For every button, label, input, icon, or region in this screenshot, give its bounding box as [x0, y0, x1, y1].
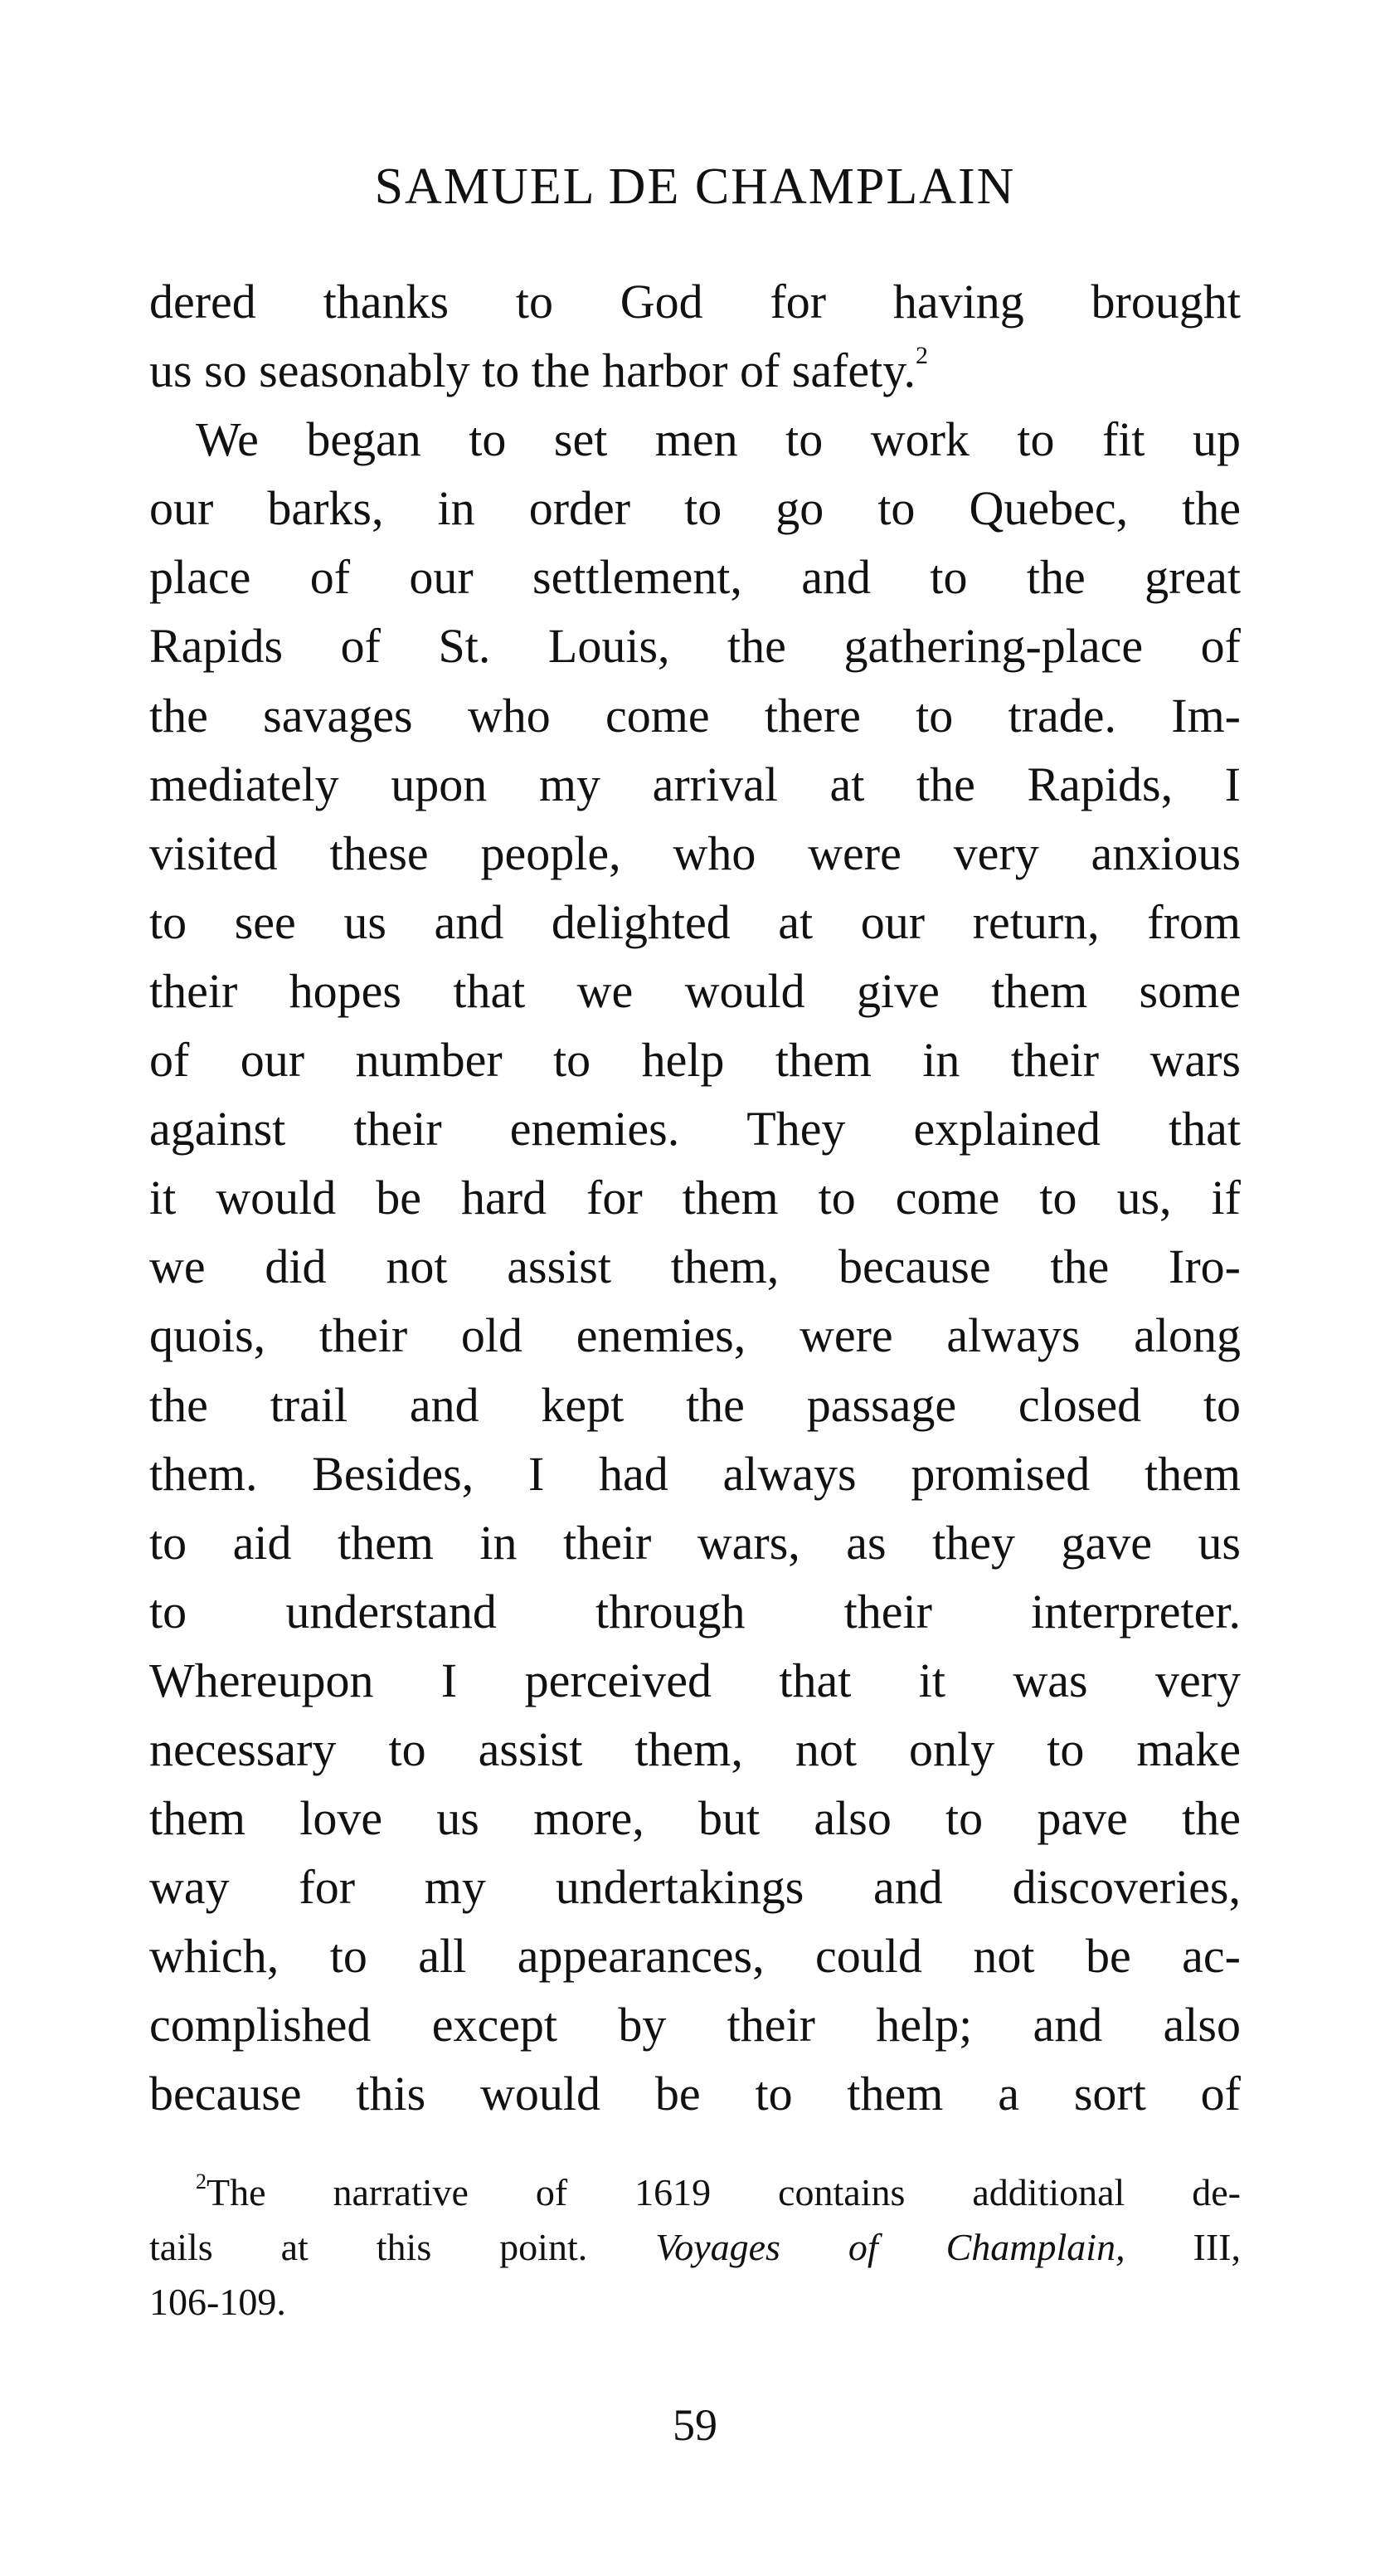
text-line: Rapids of St. Louis, the gathering-place of — [149, 619, 1241, 674]
footnote-volume: III, — [1193, 2226, 1241, 2268]
text-line: Whereupon I perceived that it was very — [149, 1653, 1241, 1707]
paragraph-first-line: We began to set men to work to fit up — [196, 412, 1241, 467]
footnote-citation-title: Voyages of Champlain, — [655, 2226, 1125, 2268]
page-number: 59 — [673, 2400, 717, 2450]
text-line: to aid them in their wars, as they gave us — [149, 1515, 1241, 1570]
footnote — [149, 2165, 1241, 2330]
text-line: visited these people, who were very anxious — [149, 825, 1241, 880]
text-line: place of our settlement, and to the great — [149, 550, 1241, 605]
text-line-content: us so seasonably to the harbor of safety. — [149, 343, 916, 398]
text-line: we did not assist them, because the Iro- — [149, 1239, 1241, 1294]
text-line — [149, 336, 1241, 405]
text-line: to understand through their interpreter. — [149, 1584, 1241, 1639]
text-line: mediately upon my arrival at the Rapids, I — [149, 757, 1241, 811]
text-line: them. Besides, I had always promised them — [149, 1446, 1241, 1501]
footnote-reference: 2 — [916, 342, 929, 370]
text-line: against their enemies. They explained that — [149, 1102, 1241, 1157]
text-line: our barks, in order to go to Quebec, the — [149, 481, 1241, 536]
text-line: which, to all appearances, could not be ac- — [149, 1929, 1241, 1984]
footnote-marker: 2 — [196, 2169, 207, 2194]
text-line: the savages who come there to trade. Im- — [149, 688, 1241, 743]
footnote-text: tails at this point. — [149, 2226, 588, 2268]
footnote-text: The narrative of 1619 contains additional de- — [207, 2171, 1241, 2213]
text-line: the trail and kept the passage closed to — [149, 1377, 1241, 1432]
text-line: because this would be to them a sort of — [149, 2067, 1241, 2121]
text-line: their hopes that we would give them some — [149, 963, 1241, 1018]
text-line: necessary to assist them, not only to make — [149, 1721, 1241, 1776]
text-line: it would be hard for them to come to us, if — [149, 1171, 1241, 1225]
text-line: to see us and delighted at our return, from — [149, 894, 1241, 949]
text-line: them love us more, but also to pave the — [149, 1791, 1241, 1846]
text-line: complished except by their help; and also — [149, 1998, 1241, 2053]
footnote-line — [149, 2220, 1241, 2275]
text-line: dered thanks to God for having brought — [149, 275, 1241, 329]
body-text — [149, 267, 1241, 2129]
text-line: quois, their old enemies, were always along — [149, 1308, 1241, 1363]
running-head: SAMUEL DE CHAMPLAIN — [374, 158, 1016, 215]
text-line: of our number to help them in their wars — [149, 1033, 1241, 1088]
footnote-line — [149, 2165, 1241, 2220]
text-line: way for my undertakings and discoveries, — [149, 1860, 1241, 1915]
footnote-pages: 106-109. — [149, 2281, 286, 2323]
